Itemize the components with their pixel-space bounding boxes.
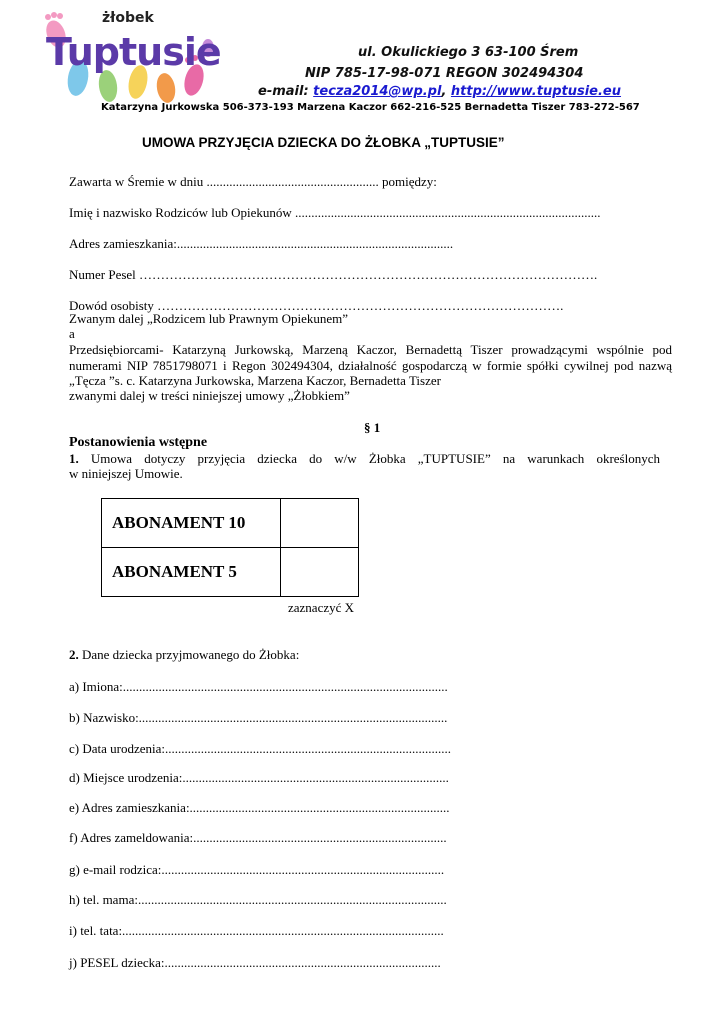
- subscription-label: ABONAMENT 10: [102, 499, 281, 548]
- child-field-pesel[interactable]: j) PESEL dziecka:.....................................................................................: [69, 955, 441, 970]
- entrepreneurs-line-2: numerami NIP 7851798071 i Regon 302494304, działalność gospodarczą w formie spółki cywilnej pod nazwą: [69, 358, 672, 373]
- child-field-first-names[interactable]: a) Imiona:....................................................................................................: [69, 679, 448, 694]
- child-field-birth-date[interactable]: c) Data urodzenia:........................................................................................: [69, 741, 452, 756]
- email-label: e-mail:: [258, 84, 314, 99]
- logo-small-text: żłobek: [102, 10, 154, 26]
- entrepreneurs-line-3: „Tęcza ”s. c. Katarzyna Jurkowska, Marzena Kaczor, Bernadetta Tiszer: [69, 373, 441, 388]
- point2-text: Dane dziecka przyjmowanego do Żłobka:: [78, 647, 300, 662]
- child-field-registered-address[interactable]: f) Adres zameldowania:..............................................................................: [69, 830, 447, 845]
- child-field-parent-email[interactable]: g) e-mail rodzica:.......................................................................................: [69, 862, 445, 877]
- section-title: Postanowienia wstępne: [69, 435, 208, 450]
- point2-heading: [69, 647, 299, 662]
- point1-number: 1.: [69, 451, 79, 466]
- website-link[interactable]: http://www.tuptusie.eu: [450, 84, 622, 99]
- called-line: Zwanym dalej „Rodzicem lub Prawnym Opiekunem”: [69, 311, 349, 326]
- and-line: a: [69, 326, 75, 341]
- child-field-father-phone[interactable]: i) tel. tata:...................................................................................................: [69, 923, 444, 938]
- mark-note: zaznaczyć X: [288, 600, 355, 615]
- header-contact-line: [258, 84, 621, 99]
- header-address: ul. Okulickiego 3 63-100 Śrem: [358, 45, 579, 60]
- parents-line: Imię i nazwisko Rodziców lub Opiekunów ..............................................................................................: [69, 205, 601, 220]
- entrepreneurs-line-1: Przedsiębiorcami- Katarzyną Jurkowską, Marzeną Kaczor, Bernadettą Tiszer prowadzącymi wspólnie pod: [69, 342, 672, 357]
- point1-line1: Umowa dotyczy przyjęcia dziecka do w/w Żłobka „TUPTUSIE” na warunkach określonych: [90, 451, 660, 466]
- subscription-table: [101, 498, 359, 597]
- separator: ,: [441, 84, 451, 99]
- point1-paragraph: [69, 451, 660, 481]
- document-title: UMOWA PRZYJĘCIA DZIECKA DO ŻŁOBKA „TUPTUSIE”: [142, 135, 505, 150]
- concluded-line: Zawarta w Śremie w dniu ..................................................... pomiędzy:: [69, 174, 437, 189]
- header-nip-regon: NIP 785-17-98-071 REGON 302494304: [305, 66, 584, 81]
- header-contacts: Katarzyna Jurkowska 506-373-193 Marzena Kaczor 662-216-525 Bernadetta Tiszer 783-272-567: [101, 102, 640, 113]
- email-link[interactable]: tecza2014@wp.pl: [313, 84, 442, 99]
- child-field-home-address[interactable]: e) Adres zamieszkania:................................................................................: [69, 800, 450, 815]
- pesel-line: Numer Pesel …………………………………………………………………………………………….: [69, 267, 598, 282]
- subscription-checkbox[interactable]: [281, 548, 359, 597]
- point1-line2: w niniejszej Umowie.: [69, 466, 183, 481]
- child-field-surname[interactable]: b) Nazwisko:...............................................................................................: [69, 710, 448, 725]
- subscription-row: [102, 499, 359, 548]
- address-line: Adres zamieszkania:.....................................................................................: [69, 236, 454, 251]
- entrepreneurs-line-4: zwanymi dalej w treści niniejszej umowy „Żłobkiem”: [69, 388, 350, 403]
- subscription-checkbox[interactable]: [281, 499, 359, 548]
- subscription-row: [102, 548, 359, 597]
- child-field-mother-phone[interactable]: h) tel. mama:...............................................................................................: [69, 892, 447, 907]
- logo: [38, 8, 221, 108]
- point2-number: 2.: [69, 647, 79, 662]
- subscription-label: ABONAMENT 5: [102, 548, 281, 597]
- section-mark: § 1: [364, 420, 381, 435]
- logo-brand: Tuptusie: [46, 30, 221, 74]
- child-field-birth-place[interactable]: d) Miejsce urodzenia:..................................................................................: [69, 770, 449, 785]
- id-line: Dowód osobisty ………………………………………………………………………………….: [69, 298, 564, 313]
